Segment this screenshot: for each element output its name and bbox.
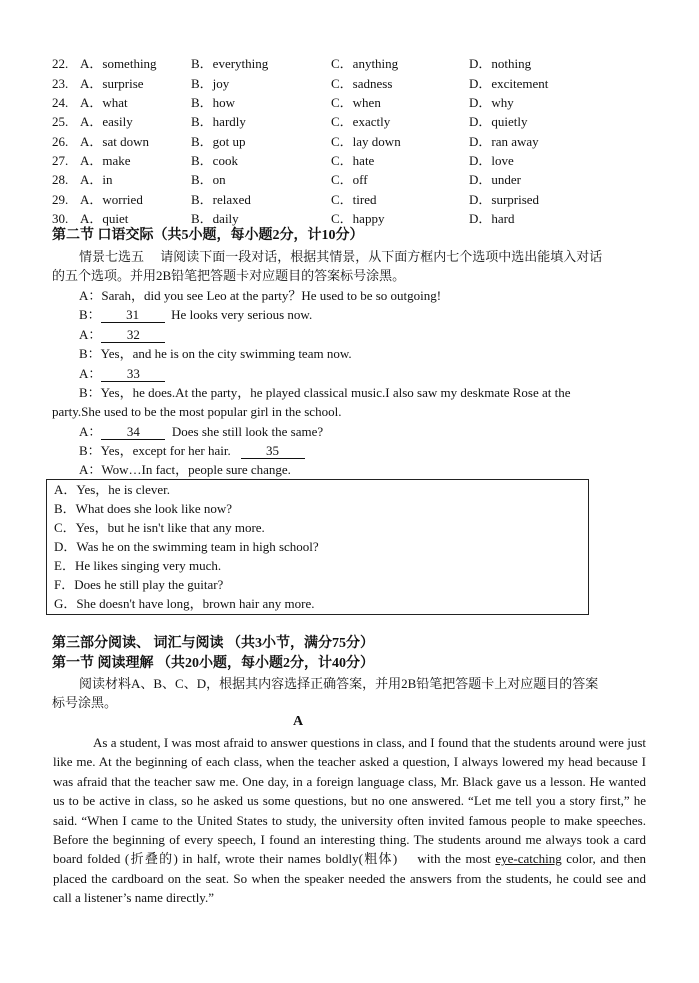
option-a: A．sat down (80, 134, 149, 149)
option-c: C．happy (331, 211, 385, 226)
question-number: 24. (52, 95, 69, 110)
dialogue-text: He looks very serious now. (171, 307, 313, 322)
option-a: A．something (80, 56, 157, 71)
part3-title: 第三部分阅读、 词汇与阅读 （共3小节，满分75分） (52, 636, 374, 651)
option-b: B．got up (191, 134, 246, 149)
option-c: C．tired (331, 192, 377, 207)
dialogue-line: B：Yes，he does.At the party，he played classical music.I also saw my deskmate Rose at the (79, 385, 571, 400)
section2-title: 第二节 口语交际（共5小题，每小题2分，计10分） (52, 228, 364, 243)
dialogue-line (79, 422, 323, 441)
option-d: D．love (469, 153, 514, 168)
dialogue-line (79, 364, 165, 383)
dialogue-line: A：Wow…In fact，people sure change. (79, 462, 291, 477)
option-a: A．easily (80, 114, 133, 129)
dialogue-line: B：Yes，and he is on the city swimming team now. (79, 346, 352, 361)
answer-blank-31: 31 (101, 307, 165, 323)
option-item: C．Yes，but he isn't like that any more. (54, 520, 265, 535)
option-a: A．worried (80, 192, 143, 207)
passage-paragraph (53, 733, 646, 908)
part3-section1-title: 第一节 阅读理解 （共20小题，每小题2分，计40分） (52, 656, 374, 671)
option-c: C．when (331, 95, 381, 110)
option-item: D．Was he on the swimming team in high school? (54, 539, 319, 554)
question-number: 26. (52, 134, 69, 149)
speaker-label: A： (79, 327, 102, 342)
passage-text-cont: color, and then placed the cardboard on the seat. So when the speaker needed the answers from the students, he could see and call a listener’s name directly.” (53, 851, 647, 906)
option-a: A．surprise (80, 76, 144, 91)
option-d: D．under (469, 172, 521, 187)
option-c: C．sadness (331, 76, 393, 91)
option-b: B．everything (191, 56, 269, 71)
option-d: D．why (469, 95, 514, 110)
option-d: D．surprised (469, 192, 540, 207)
question-number: 22. (52, 56, 69, 71)
option-b: B．relaxed (191, 192, 251, 207)
section2-instruction: 情景七选五 请阅读下面一段对话，根据其情景，从下面方框内七个选项中选出能填入对话 (79, 249, 603, 264)
option-b: B．cook (191, 153, 238, 168)
option-d: D．excitement (469, 76, 549, 91)
part3-instruction-cont: 标号涂黑。 (52, 695, 118, 710)
question-number: 30. (52, 211, 69, 226)
option-b: B．on (191, 172, 226, 187)
dialogue-line (79, 325, 165, 344)
option-d: D．hard (469, 211, 515, 226)
option-d: D．nothing (469, 56, 532, 71)
answer-blank-34: 34 (101, 424, 165, 440)
part3-instruction: 阅读材料A、B、C、D，根据其内容选择正确答案，并用2B铅笔把答题卡上对应题目的答案 (79, 676, 599, 691)
dialogue-text: Does she still look the same? (171, 424, 324, 439)
dialogue-line (79, 305, 312, 324)
option-b: B．hardly (191, 114, 246, 129)
option-a: A．quiet (80, 211, 129, 226)
option-d: D．ran away (469, 134, 539, 149)
option-b: B．daily (191, 211, 239, 226)
option-c: C．exactly (331, 114, 391, 129)
option-item: F．Does he still play the guitar? (54, 577, 224, 592)
option-d: D．quietly (469, 114, 528, 129)
option-a: A．make (80, 153, 131, 168)
dialogue-line (79, 441, 305, 460)
dialogue-text: B：Yes，except for her hair. (79, 443, 231, 458)
option-item: B．What does she look like now? (54, 501, 232, 516)
answer-blank-33: 33 (101, 366, 165, 382)
speaker-label: A： (79, 424, 102, 439)
option-b: B．how (191, 95, 236, 110)
question-number: 29. (52, 192, 69, 207)
option-item: A．Yes，he is clever. (54, 482, 171, 497)
option-item: G．She doesn't have long，brown hair any more. (54, 596, 315, 611)
answer-blank-32: 32 (101, 327, 165, 343)
answer-blank-35: 35 (241, 443, 305, 459)
question-number: 25. (52, 114, 69, 129)
options-box (46, 479, 589, 615)
speaker-label: A： (79, 366, 102, 381)
speaker-label: B： (79, 307, 101, 322)
dialogue-line: A：Sarah，did you see Leo at the party？He used to be so outgoing! (79, 288, 442, 303)
option-item: E．He likes singing very much. (54, 558, 222, 573)
option-c: C．lay down (331, 134, 401, 149)
option-c: C．hate (331, 153, 375, 168)
passage-label: A (293, 714, 304, 729)
question-number: 23. (52, 76, 69, 91)
question-number: 28. (52, 172, 69, 187)
option-a: A．in (80, 172, 113, 187)
option-c: C．off (331, 172, 368, 187)
question-number: 27. (52, 153, 69, 168)
option-a: A．what (80, 95, 128, 110)
option-c: C．anything (331, 56, 399, 71)
option-b: B．joy (191, 76, 230, 91)
section2-instruction-cont: 的五个选项。并用2B铅笔把答题卡对应题目的答案标号涂黑。 (52, 268, 406, 283)
passage-text: As a student, I was most afraid to answer questions in class, and I found that the students around were just like me. At the beginning of each class, when the teacher asked a question, I always lowered my head because I was afraid that the teacher saw me. One day, in a foreign language class, Mr. Black gave us a lesson. He wanted us to be active in class, so he asked us some questions, but no one answered. “Let me tell you a story first,” he said. “When I came to the United States to study, the university often invited famous people to make speeches. Before the beginning of every speech, I found an interesting thing. The students around me always took a card board folded (折叠的) in half, wrote their names boldly(粗体) with the most (53, 735, 646, 867)
dialogue-line-cont: party.She used to be the most popular girl in the school. (52, 404, 342, 419)
underlined-word: eye-catching (495, 851, 562, 867)
